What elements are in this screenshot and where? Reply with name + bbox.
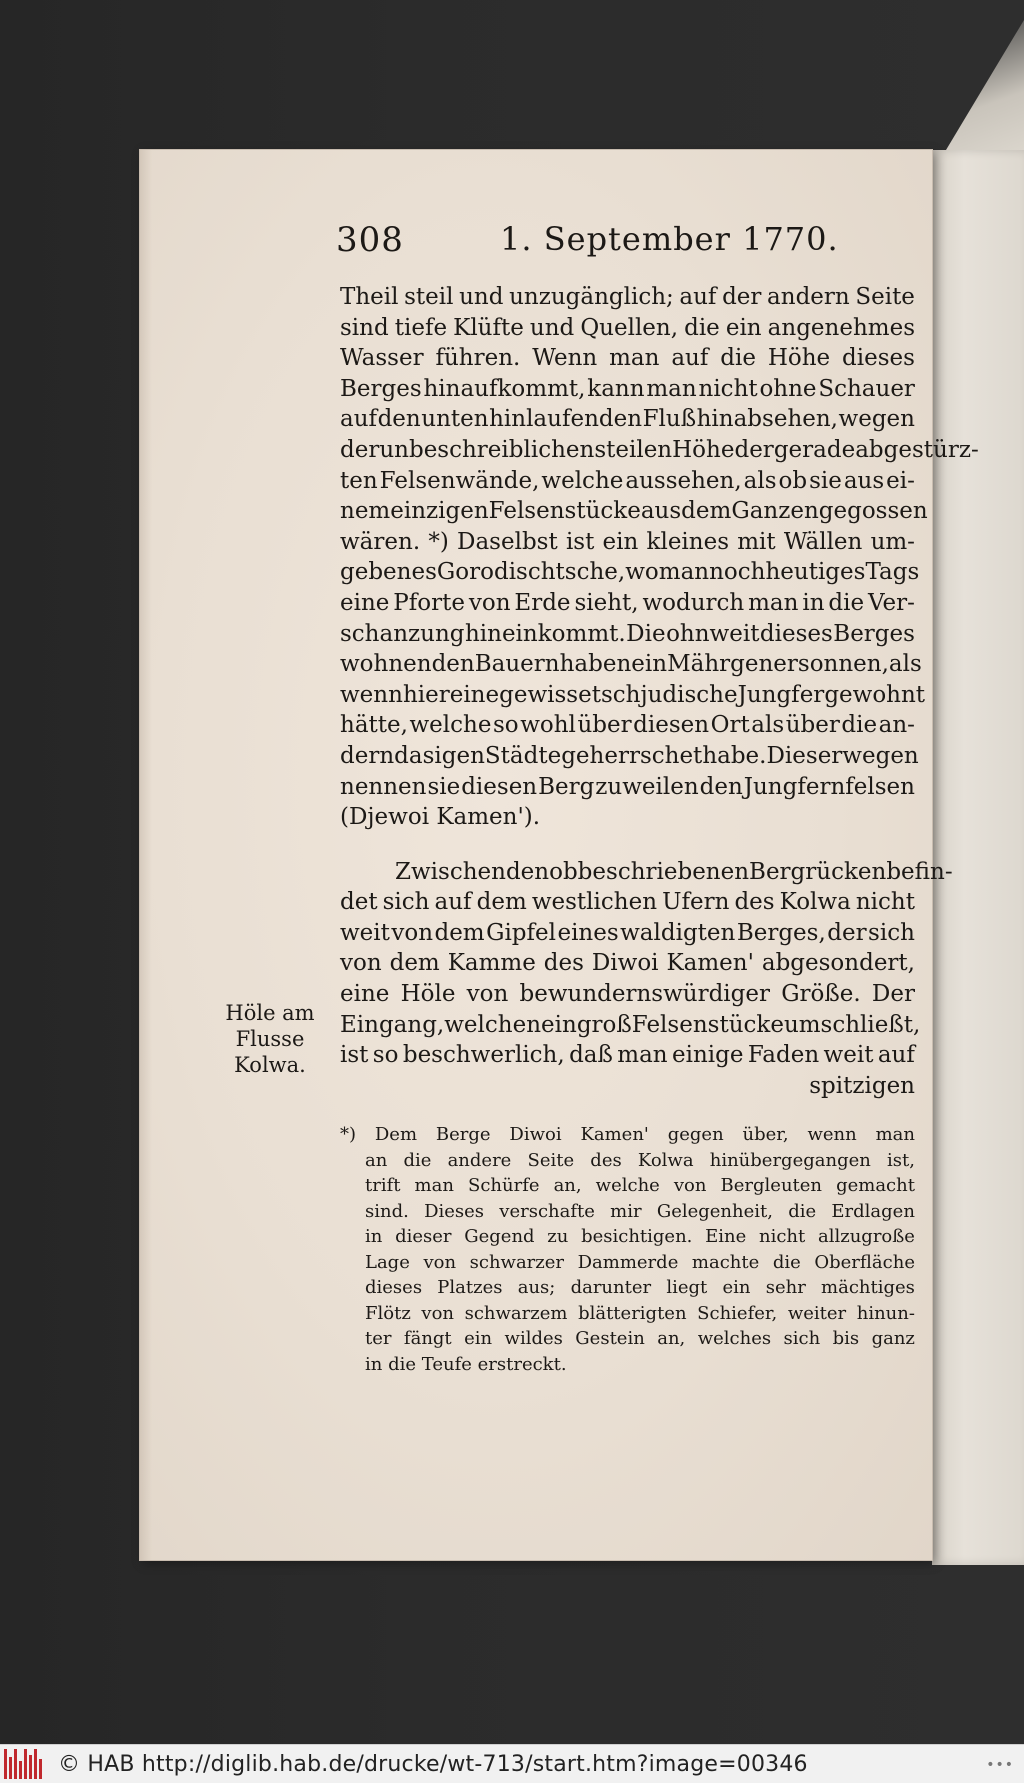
text-line: der unbeschreiblichen steilen Höhe der gerade abgestürz- <box>340 436 979 463</box>
running-head: 1. September 1770. <box>500 220 839 258</box>
marginal-note <box>220 1000 320 1078</box>
footnote-line: sind. Dieses verschafte mir Gelegenheit, die Erdlagen <box>365 1200 915 1222</box>
text-line: eine Pforte von Erde sieht, wodurch man in die Ver- <box>340 589 915 616</box>
footnote-line: an die andere Seite des Kolwa hinübergegangen ist, <box>365 1149 915 1171</box>
text-line: sind tiefe Klüfte und Quellen, die ein angenehmes <box>340 314 915 341</box>
page-number: 308 <box>336 220 404 260</box>
text-line: gebenes Gorodischtsche, wo man noch heutiges Tags <box>340 559 920 586</box>
text-line: wären. *) Daselbst ist ein kleines mit Wällen um- <box>340 528 915 555</box>
footnote-line: Lage von schwarzer Dammerde machte die Oberfläche <box>365 1251 915 1273</box>
text-line: schanzung hineinkommt. Die ohnweit dieses Berges <box>340 620 915 647</box>
credit-link[interactable]: © HAB http://diglib.hab.de/drucke/wt-713/start.htm?image=00346 <box>58 1751 808 1777</box>
footnote <box>340 1122 915 1377</box>
marginal-note-line: Flusse <box>235 1027 305 1051</box>
text-line: nem einzigen Felsenstücke aus dem Ganzen gegossen <box>340 498 928 525</box>
footnote-line: *) Dem Berge Diwoi Kamen' gegen über, wenn man <box>340 1124 915 1145</box>
footnote-line: in die Teufe erstreckt. <box>365 1353 567 1375</box>
footnote-line: ter fängt ein wildes Gestein an, welches sich bis ganz <box>365 1328 915 1349</box>
book-page <box>140 150 979 1560</box>
viewer-statusbar <box>0 1744 1024 1783</box>
paragraph-2 <box>340 857 953 1071</box>
text-line: von dem Kamme des Diwoi Kamen' abgesondert, <box>340 950 915 977</box>
text-line: ist so beschwerlich, daß man einige Faden weit auf <box>340 1042 915 1069</box>
text-line: ten Felsenwände, welche aussehen, als ob sie aus ei- <box>340 467 915 494</box>
footnote-line: Flötz von schwarzem blätterigten Schiefer, weiter hinun- <box>365 1302 915 1324</box>
body-text <box>340 282 979 1101</box>
text-line: det sich auf dem westlichen Ufern des Kolwa nicht <box>340 889 915 916</box>
text-line: Theil steil und unzugänglich; auf der andern Seite <box>340 284 915 310</box>
text-line: Wasser führen. Wenn man auf die Höhe dieses <box>340 345 915 372</box>
text-line: Berges hinaufkommt, kann man nicht ohne Schauer <box>340 375 915 402</box>
catchword: spitzigen <box>809 1072 915 1099</box>
footnote-line: in dieser Gegend zu besichtigen. Eine nicht allzugroße <box>365 1226 915 1247</box>
text-line: Eingang, welchen ein groß Felsenstücke umschließt, <box>340 1011 921 1038</box>
text-line: wenn hier eine gewisse tschjudische Jungfer gewohnt <box>340 681 926 708</box>
text-line: weit von dem Gipfel eines waldigten Berges, der sich <box>340 919 915 946</box>
footnote-line: dieses Platzes aus; darunter liegt ein sehr mächtiges <box>365 1277 915 1298</box>
text-line: nennen sie diesen Berg zuweilen den Jungfernfelsen <box>340 773 915 800</box>
text-line: Zwischen den obbeschriebenen Bergrücken befin- <box>395 858 953 885</box>
text-line: auf den unten hinlaufenden Fluß hinabsehen, wegen <box>340 406 915 433</box>
marginal-note-line: Kolwa. <box>234 1053 306 1077</box>
text-line: eine Höle von bewundernswürdiger Größe. Der <box>340 981 915 1008</box>
marginal-note-line: Höle am <box>225 1001 315 1025</box>
footnote-line: trift man Schürfe an, welche von Bergleuten gemacht <box>365 1175 915 1196</box>
more-icon[interactable]: ••• <box>986 1757 1014 1773</box>
paragraph-1 <box>340 282 979 833</box>
text-line: wohnenden Bauern haben ein Mährgen ersonnen, als <box>340 651 922 678</box>
text-line: (Djewoi Kamen'). <box>340 804 541 831</box>
hab-logo-icon[interactable] <box>4 1749 46 1779</box>
text-line: hätte, welche so wohl über diesen Ort als über die an- <box>340 712 915 739</box>
text-line: dern dasigen Städte geherrschet habe. Dieserwegen <box>340 742 919 769</box>
